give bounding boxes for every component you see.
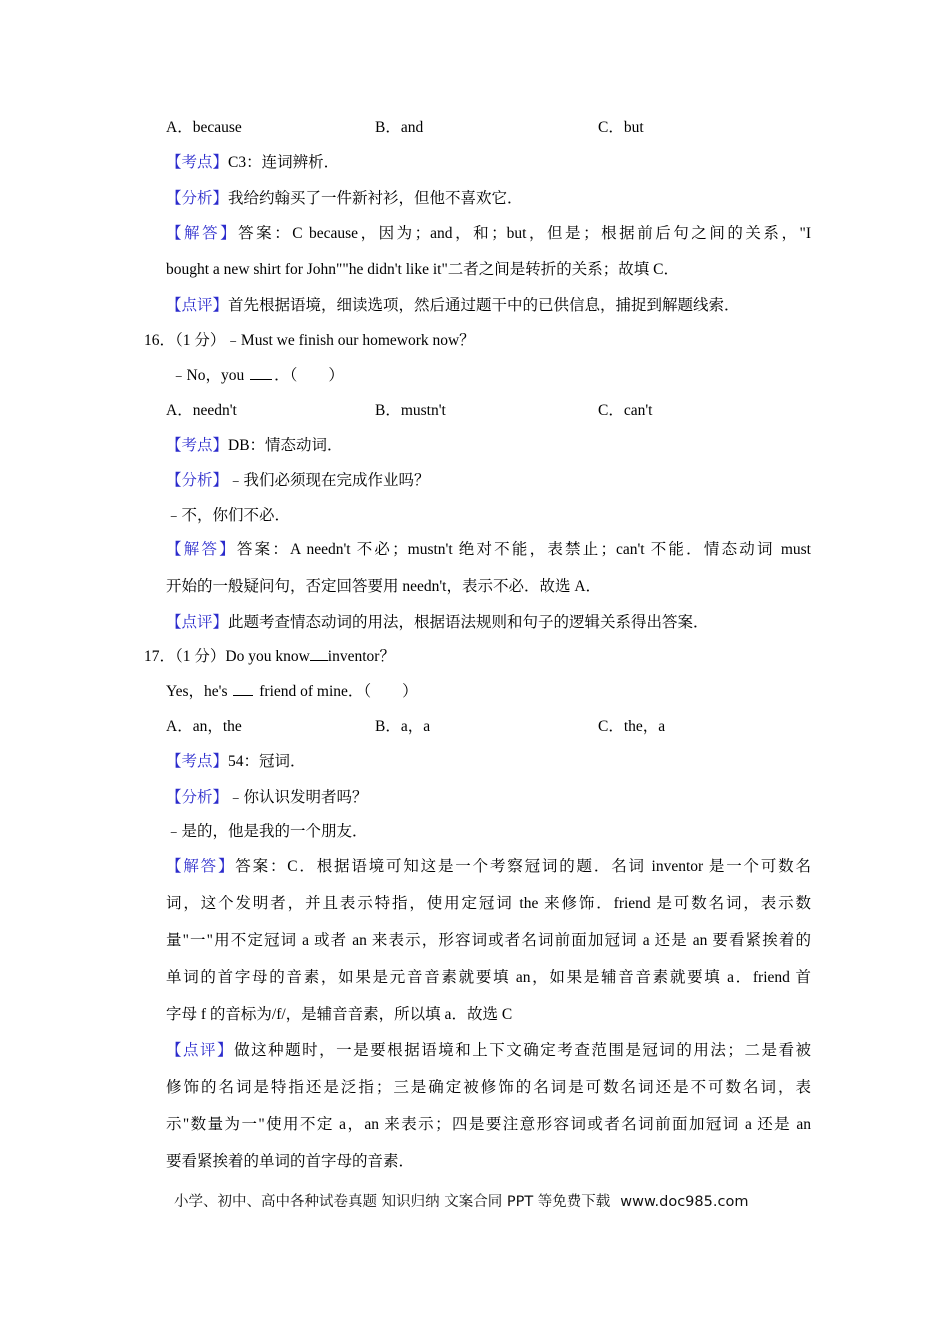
q17-option-a: A．an，the — [166, 718, 242, 735]
fenxi-text: ﹣你认识发明者吗？ — [228, 789, 368, 806]
q17-fenxi-line1 — [166, 786, 811, 810]
q16-question — [144, 329, 789, 353]
dianping-tag: 【点评】 — [166, 297, 229, 314]
kaodian-text: DB：情态动词． — [228, 437, 343, 454]
q17-jieda-line5 — [166, 1003, 811, 1027]
jieda-text: 开始的一般疑问句，否定回答要用 needn't，表示不必．故选 A． — [166, 578, 602, 595]
dianping-text: 示"数量为一"使用不定 a，an 来表示；四是要注意形容词或者名词前面加冠词 a 还是 an — [166, 1116, 811, 1133]
q17-jieda-line1 — [166, 855, 811, 879]
dianping-text: 做这种题时，一是要根据语境和上下文确定考查范围是冠词的用法；二是看被 — [234, 1042, 811, 1059]
kaodian-text: C3：连词辨析． — [228, 154, 340, 171]
q16-dianping — [166, 611, 811, 635]
q16-option-a: A．needn't — [166, 402, 237, 419]
jieda-tag: 【解答】 — [166, 225, 239, 242]
question-number: 17． — [144, 648, 176, 665]
dianping-tag: 【点评】 — [166, 614, 229, 631]
q17-options — [166, 715, 811, 739]
q17-fenxi-line2 — [166, 820, 811, 844]
fenxi-text: ﹣我们必须现在完成作业吗？ — [228, 472, 430, 489]
q17-dianping-line2 — [166, 1076, 811, 1100]
question-suffix: inventor？ — [327, 648, 395, 665]
q15-options — [166, 116, 811, 140]
fenxi-tag: 【分析】 — [166, 789, 229, 806]
q15-jieda-line1 — [166, 222, 811, 246]
q16-kaodian — [166, 434, 811, 458]
page-footer — [174, 1190, 748, 1214]
question-text: ﹣Must we finish our homework now？ — [225, 332, 475, 349]
q17-dianping-line3 — [166, 1113, 811, 1137]
jieda-tag: 【解答】 — [166, 858, 236, 875]
kaodian-tag: 【考点】 — [166, 753, 229, 770]
q16-jieda-line2 — [166, 575, 811, 599]
question-number: 16． — [144, 332, 176, 349]
q16-options — [166, 399, 811, 423]
q17-question — [144, 645, 789, 669]
q15-kaodian — [166, 151, 811, 175]
q16-answer-line — [171, 364, 816, 388]
footer-text: 小学、初中、高中各种试卷真题 知识归纳 文案合同 PPT 等免费下载 — [174, 1194, 611, 1210]
jieda-tag: 【解答】 — [166, 541, 237, 558]
q17-option-b: B．a，a — [375, 718, 431, 735]
kaodian-text: 54：冠词． — [228, 753, 306, 770]
question-score: （1 分） — [175, 648, 226, 665]
dianping-text: 此题考查情态动词的用法，根据语法规则和句子的逻辑关系得出答案． — [228, 614, 709, 631]
q17-jieda-line4 — [166, 966, 811, 990]
fill-blank — [310, 645, 328, 661]
q16-option-c: C．can't — [598, 402, 653, 419]
question-score: （1 分） — [175, 332, 226, 349]
fenxi-tag: 【分析】 — [166, 190, 229, 207]
dianping-text: 修饰的名词是特指还是泛指；三是确定被修饰的名词是可数名词还是不可数名词，表 — [166, 1079, 811, 1096]
fill-blank — [250, 364, 272, 380]
answer-prefix: ﹣No，you — [171, 367, 249, 384]
q15-dianping — [166, 294, 811, 318]
footer-url-link[interactable]: www.doc985.com — [620, 1194, 749, 1210]
answer-prefix: Yes，he's — [166, 683, 232, 700]
question-prefix: Do you know — [225, 648, 310, 665]
fill-blank — [233, 680, 253, 696]
fenxi-tag: 【分析】 — [166, 472, 229, 489]
q16-option-b: B．mustn't — [375, 402, 446, 419]
jieda-text: 答案：C because，因为；and，和；but，但是；根据前后句之间的关系，"I — [238, 225, 811, 242]
answer-suffix: friend of mine．（ ） — [255, 683, 418, 700]
q17-jieda-line2 — [166, 892, 811, 916]
fenxi-text: ﹣不，你们不必． — [166, 507, 291, 524]
q16-jieda-line1 — [166, 538, 811, 562]
kaodian-tag: 【考点】 — [166, 437, 229, 454]
jieda-text: 答案：C．根据语境可知这是一个考察冠词的题．名词 inventor 是一个可数名 — [235, 858, 811, 875]
q15-option-b: B．and — [375, 119, 424, 136]
q15-fenxi — [166, 187, 811, 211]
q17-kaodian — [166, 750, 811, 774]
q16-fenxi-line1 — [166, 469, 811, 493]
q17-dianping-line4 — [166, 1150, 811, 1174]
q16-fenxi-line2 — [166, 504, 811, 528]
q15-option-a: A．because — [166, 119, 242, 136]
q17-option-c: C．the，a — [598, 718, 666, 735]
kaodian-tag: 【考点】 — [166, 154, 229, 171]
jieda-text: 字母 f 的音标为/f/，是辅音音素，所以填 a．故选 C — [166, 1006, 513, 1023]
q17-jieda-line3 — [166, 929, 811, 953]
jieda-text: bought a new shirt for John""he didn't like it"二者之间是转折的关系；故填 C． — [166, 261, 680, 278]
dianping-text: 要看紧挨着的单词的首字母的音素． — [166, 1153, 415, 1170]
dianping-tag: 【点评】 — [166, 1042, 235, 1059]
dianping-text: 首先根据语境，细读选项，然后通过题干中的已供信息，捕捉到解题线索． — [228, 297, 740, 314]
jieda-text: 答案：A needn't 不必；mustn't 绝对不能，表禁止；can't 不能．情态动词 must — [236, 541, 811, 558]
jieda-text: 词，这个发明者，并且表示特指，使用定冠词 the 来修饰．friend 是可数名词，表示数 — [166, 895, 811, 912]
q17-dianping-line1 — [166, 1039, 811, 1063]
q15-jieda-line2 — [166, 258, 811, 282]
fenxi-text: ﹣是的，他是我的一个朋友． — [166, 823, 368, 840]
jieda-text: 单词的首字母的音素，如果是元音音素就要填 an，如果是辅音音素就要填 a．friend 首 — [166, 969, 811, 986]
fenxi-text: 我给约翰买了一件新衬衫，但他不喜欢它． — [228, 190, 523, 207]
answer-suffix: ．（ ） — [274, 367, 344, 384]
q15-option-c: C．but — [598, 119, 644, 136]
jieda-text: 量"一"用不定冠词 a 或者 an 来表示，形容词或者名词前面加冠词 a 还是 an 要看紧挨着的 — [166, 932, 811, 949]
q17-answer-line — [166, 680, 811, 704]
